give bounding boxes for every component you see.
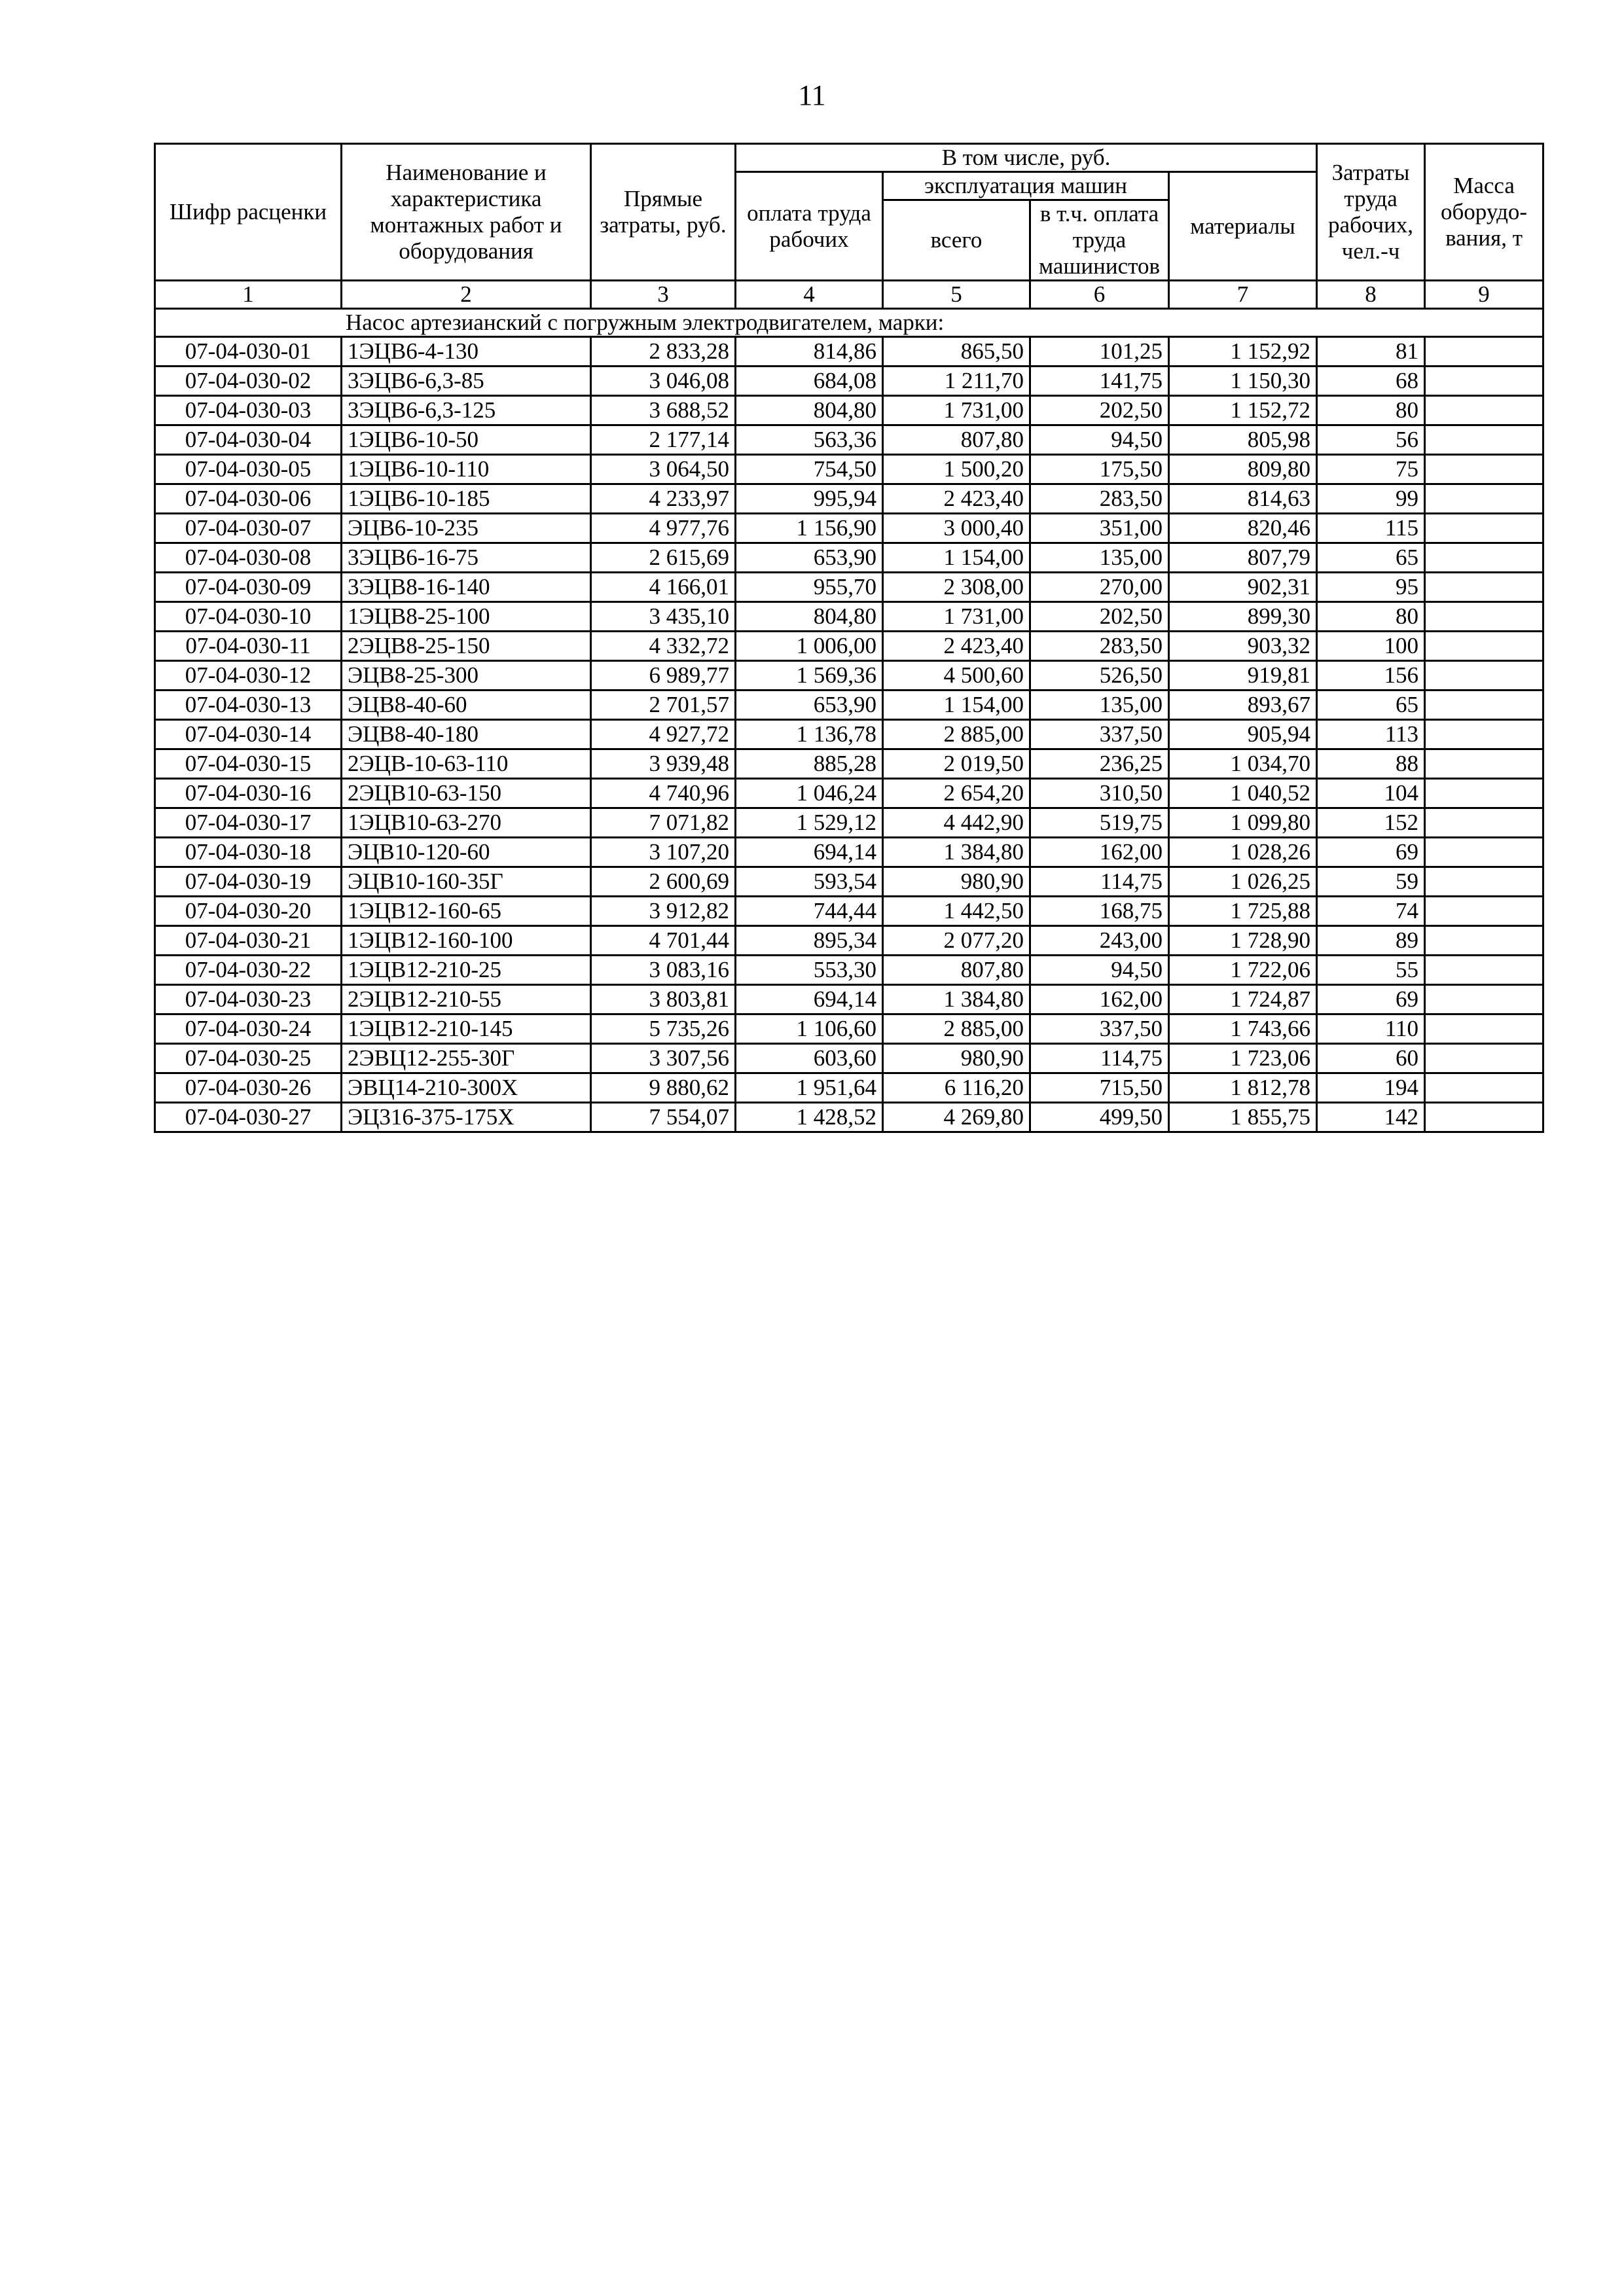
cell-labor-pay: 1 046,24 bbox=[736, 779, 883, 808]
cell-machine-total: 2 019,50 bbox=[883, 749, 1030, 779]
cell-labor-pay: 684,08 bbox=[736, 367, 883, 396]
cell-labor-pay: 1 006,00 bbox=[736, 632, 883, 661]
cell-labor-pay: 694,14 bbox=[736, 838, 883, 867]
cell-machine-total: 2 077,20 bbox=[883, 926, 1030, 956]
cell-direct-costs: 3 803,81 bbox=[591, 985, 736, 1014]
cell-equipment-mass bbox=[1425, 897, 1543, 926]
table-row bbox=[155, 602, 1543, 632]
cell-equipment-mass bbox=[1425, 1044, 1543, 1073]
cell-name: 1ЭЦВ8-25-100 bbox=[342, 602, 591, 632]
column-number: 9 bbox=[1425, 281, 1543, 309]
cell-materials: 820,46 bbox=[1169, 514, 1317, 543]
cell-labor-pay: 563,36 bbox=[736, 425, 883, 455]
table-row bbox=[155, 1073, 1543, 1103]
cell-machine-total: 4 500,60 bbox=[883, 661, 1030, 691]
column-number: 2 bbox=[342, 281, 591, 309]
cell-direct-costs: 4 701,44 bbox=[591, 926, 736, 956]
table-row bbox=[155, 455, 1543, 484]
cell-labor-hours: 68 bbox=[1317, 367, 1425, 396]
cell-labor-pay: 1 569,36 bbox=[736, 661, 883, 691]
cell-machinist-pay: 236,25 bbox=[1030, 749, 1169, 779]
cell-materials: 893,67 bbox=[1169, 691, 1317, 720]
cell-code: 07-04-030-06 bbox=[155, 484, 342, 514]
table-row bbox=[155, 425, 1543, 455]
cell-machinist-pay: 94,50 bbox=[1030, 956, 1169, 985]
cell-machinist-pay: 351,00 bbox=[1030, 514, 1169, 543]
cell-materials: 919,81 bbox=[1169, 661, 1317, 691]
price-table bbox=[154, 143, 1544, 1133]
cell-labor-pay: 593,54 bbox=[736, 867, 883, 897]
cell-direct-costs: 9 880,62 bbox=[591, 1073, 736, 1103]
cell-equipment-mass bbox=[1425, 779, 1543, 808]
cell-equipment-mass bbox=[1425, 632, 1543, 661]
cell-direct-costs: 3 064,50 bbox=[591, 455, 736, 484]
cell-labor-hours: 69 bbox=[1317, 985, 1425, 1014]
cell-labor-pay: 1 428,52 bbox=[736, 1103, 883, 1132]
cell-direct-costs: 4 233,97 bbox=[591, 484, 736, 514]
cell-code: 07-04-030-12 bbox=[155, 661, 342, 691]
cell-materials: 899,30 bbox=[1169, 602, 1317, 632]
cell-machine-total: 807,80 bbox=[883, 425, 1030, 455]
header-code: Шифр расценки bbox=[155, 144, 342, 281]
cell-materials: 1 040,52 bbox=[1169, 779, 1317, 808]
cell-equipment-mass bbox=[1425, 926, 1543, 956]
cell-labor-hours: 55 bbox=[1317, 956, 1425, 985]
cell-direct-costs: 5 735,26 bbox=[591, 1014, 736, 1044]
cell-materials: 809,80 bbox=[1169, 455, 1317, 484]
header-machine-operation: эксплуатация машин bbox=[883, 172, 1169, 200]
cell-labor-pay: 1 136,78 bbox=[736, 720, 883, 749]
cell-equipment-mass bbox=[1425, 1014, 1543, 1044]
cell-labor-pay: 804,80 bbox=[736, 396, 883, 425]
cell-labor-hours: 80 bbox=[1317, 396, 1425, 425]
cell-name: ЭЦВ8-40-180 bbox=[342, 720, 591, 749]
cell-labor-hours: 60 bbox=[1317, 1044, 1425, 1073]
cell-labor-hours: 56 bbox=[1317, 425, 1425, 455]
table-row bbox=[155, 779, 1543, 808]
cell-labor-hours: 99 bbox=[1317, 484, 1425, 514]
cell-materials: 1 855,75 bbox=[1169, 1103, 1317, 1132]
cell-machinist-pay: 94,50 bbox=[1030, 425, 1169, 455]
cell-code: 07-04-030-09 bbox=[155, 573, 342, 602]
cell-code: 07-04-030-10 bbox=[155, 602, 342, 632]
table-row bbox=[155, 720, 1543, 749]
cell-name: ЭЦВ10-160-35Г bbox=[342, 867, 591, 897]
cell-equipment-mass bbox=[1425, 1073, 1543, 1103]
cell-code: 07-04-030-11 bbox=[155, 632, 342, 661]
cell-machinist-pay: 202,50 bbox=[1030, 602, 1169, 632]
cell-equipment-mass bbox=[1425, 720, 1543, 749]
cell-equipment-mass bbox=[1425, 455, 1543, 484]
cell-labor-pay: 553,30 bbox=[736, 956, 883, 985]
column-number: 6 bbox=[1030, 281, 1169, 309]
cell-machinist-pay: 526,50 bbox=[1030, 661, 1169, 691]
cell-name: 2ЭЦВ8-25-150 bbox=[342, 632, 591, 661]
cell-labor-hours: 69 bbox=[1317, 838, 1425, 867]
table-row bbox=[155, 808, 1543, 838]
cell-code: 07-04-030-17 bbox=[155, 808, 342, 838]
cell-name: 3ЭЦВ6-6,3-125 bbox=[342, 396, 591, 425]
cell-machinist-pay: 270,00 bbox=[1030, 573, 1169, 602]
cell-code: 07-04-030-15 bbox=[155, 749, 342, 779]
cell-machine-total: 1 384,80 bbox=[883, 838, 1030, 867]
header-name: Наименование и характеристика монтажных работ и оборудования bbox=[342, 144, 591, 281]
cell-machine-total: 1 154,00 bbox=[883, 543, 1030, 573]
column-number: 7 bbox=[1169, 281, 1317, 309]
cell-labor-hours: 95 bbox=[1317, 573, 1425, 602]
cell-machine-total: 980,90 bbox=[883, 867, 1030, 897]
cell-materials: 905,94 bbox=[1169, 720, 1317, 749]
cell-code: 07-04-030-24 bbox=[155, 1014, 342, 1044]
cell-direct-costs: 3 939,48 bbox=[591, 749, 736, 779]
cell-name: 2ЭЦВ-10-63-110 bbox=[342, 749, 591, 779]
cell-equipment-mass bbox=[1425, 337, 1543, 367]
cell-name: ЭЦВ10-120-60 bbox=[342, 838, 591, 867]
cell-name: 1ЭЦВ6-10-50 bbox=[342, 425, 591, 455]
cell-code: 07-04-030-03 bbox=[155, 396, 342, 425]
table-row bbox=[155, 543, 1543, 573]
cell-direct-costs: 2 701,57 bbox=[591, 691, 736, 720]
cell-name: 1ЭЦВ12-160-65 bbox=[342, 897, 591, 926]
cell-machinist-pay: 162,00 bbox=[1030, 838, 1169, 867]
cell-direct-costs: 3 046,08 bbox=[591, 367, 736, 396]
cell-direct-costs: 6 989,77 bbox=[591, 661, 736, 691]
cell-equipment-mass bbox=[1425, 425, 1543, 455]
cell-machine-total: 1 731,00 bbox=[883, 602, 1030, 632]
cell-code: 07-04-030-07 bbox=[155, 514, 342, 543]
cell-direct-costs: 3 688,52 bbox=[591, 396, 736, 425]
cell-machine-total: 1 154,00 bbox=[883, 691, 1030, 720]
cell-direct-costs: 2 615,69 bbox=[591, 543, 736, 573]
cell-machine-total: 1 211,70 bbox=[883, 367, 1030, 396]
cell-equipment-mass bbox=[1425, 396, 1543, 425]
cell-labor-pay: 603,60 bbox=[736, 1044, 883, 1073]
cell-code: 07-04-030-21 bbox=[155, 926, 342, 956]
cell-code: 07-04-030-05 bbox=[155, 455, 342, 484]
cell-machine-total: 4 442,90 bbox=[883, 808, 1030, 838]
cell-labor-pay: 995,94 bbox=[736, 484, 883, 514]
cell-code: 07-04-030-16 bbox=[155, 779, 342, 808]
cell-name: 1ЭЦВ6-4-130 bbox=[342, 337, 591, 367]
cell-machinist-pay: 101,25 bbox=[1030, 337, 1169, 367]
cell-machine-total: 2 308,00 bbox=[883, 573, 1030, 602]
cell-machinist-pay: 337,50 bbox=[1030, 720, 1169, 749]
cell-materials: 1 725,88 bbox=[1169, 897, 1317, 926]
cell-machine-total: 1 731,00 bbox=[883, 396, 1030, 425]
cell-code: 07-04-030-20 bbox=[155, 897, 342, 926]
cell-name: 2ЭЦВ12-210-55 bbox=[342, 985, 591, 1014]
cell-materials: 1 728,90 bbox=[1169, 926, 1317, 956]
cell-labor-hours: 88 bbox=[1317, 749, 1425, 779]
cell-machine-total: 2 423,40 bbox=[883, 632, 1030, 661]
cell-labor-pay: 653,90 bbox=[736, 543, 883, 573]
cell-labor-hours: 89 bbox=[1317, 926, 1425, 956]
cell-materials: 1 152,92 bbox=[1169, 337, 1317, 367]
cell-direct-costs: 4 332,72 bbox=[591, 632, 736, 661]
cell-machine-total: 6 116,20 bbox=[883, 1073, 1030, 1103]
cell-equipment-mass bbox=[1425, 543, 1543, 573]
header-direct-costs: Прямые затраты, руб. bbox=[591, 144, 736, 281]
cell-machinist-pay: 283,50 bbox=[1030, 632, 1169, 661]
cell-machinist-pay: 135,00 bbox=[1030, 543, 1169, 573]
cell-materials: 1 724,87 bbox=[1169, 985, 1317, 1014]
cell-machinist-pay: 310,50 bbox=[1030, 779, 1169, 808]
cell-machinist-pay: 202,50 bbox=[1030, 396, 1169, 425]
cell-code: 07-04-030-08 bbox=[155, 543, 342, 573]
cell-materials: 903,32 bbox=[1169, 632, 1317, 661]
cell-name: ЭЦ316-375-175Х bbox=[342, 1103, 591, 1132]
column-number: 5 bbox=[883, 281, 1030, 309]
cell-name: 3ЭЦВ6-16-75 bbox=[342, 543, 591, 573]
cell-machine-total: 2 423,40 bbox=[883, 484, 1030, 514]
cell-materials: 805,98 bbox=[1169, 425, 1317, 455]
table-row bbox=[155, 396, 1543, 425]
cell-materials: 1 723,06 bbox=[1169, 1044, 1317, 1073]
cell-direct-costs: 4 740,96 bbox=[591, 779, 736, 808]
table-row bbox=[155, 514, 1543, 543]
cell-machine-total: 1 442,50 bbox=[883, 897, 1030, 926]
cell-labor-hours: 80 bbox=[1317, 602, 1425, 632]
cell-materials: 1 152,72 bbox=[1169, 396, 1317, 425]
cell-materials: 902,31 bbox=[1169, 573, 1317, 602]
cell-code: 07-04-030-26 bbox=[155, 1073, 342, 1103]
cell-labor-pay: 885,28 bbox=[736, 749, 883, 779]
cell-labor-pay: 1 156,90 bbox=[736, 514, 883, 543]
column-number: 4 bbox=[736, 281, 883, 309]
header-labor-pay: оплата труда рабочих bbox=[736, 172, 883, 281]
cell-machine-total: 2 654,20 bbox=[883, 779, 1030, 808]
cell-name: ЭЦВ8-40-60 bbox=[342, 691, 591, 720]
cell-code: 07-04-030-02 bbox=[155, 367, 342, 396]
cell-equipment-mass bbox=[1425, 749, 1543, 779]
cell-materials: 1 150,30 bbox=[1169, 367, 1317, 396]
cell-labor-pay: 814,86 bbox=[736, 337, 883, 367]
cell-equipment-mass bbox=[1425, 956, 1543, 985]
cell-equipment-mass bbox=[1425, 514, 1543, 543]
section-title: Насос артезианский с погружным электродвигателем, марки: bbox=[155, 309, 1543, 337]
cell-labor-hours: 194 bbox=[1317, 1073, 1425, 1103]
cell-direct-costs: 3 435,10 bbox=[591, 602, 736, 632]
cell-machine-total: 865,50 bbox=[883, 337, 1030, 367]
cell-equipment-mass bbox=[1425, 691, 1543, 720]
cell-name: 1ЭЦВ6-10-110 bbox=[342, 455, 591, 484]
cell-name: 1ЭЦВ10-63-270 bbox=[342, 808, 591, 838]
column-number: 1 bbox=[155, 281, 342, 309]
cell-labor-hours: 100 bbox=[1317, 632, 1425, 661]
cell-labor-hours: 104 bbox=[1317, 779, 1425, 808]
cell-machine-total: 1 500,20 bbox=[883, 455, 1030, 484]
cell-machinist-pay: 168,75 bbox=[1030, 897, 1169, 926]
cell-code: 07-04-030-13 bbox=[155, 691, 342, 720]
cell-equipment-mass bbox=[1425, 661, 1543, 691]
cell-code: 07-04-030-27 bbox=[155, 1103, 342, 1132]
cell-equipment-mass bbox=[1425, 867, 1543, 897]
cell-direct-costs: 2 177,14 bbox=[591, 425, 736, 455]
cell-machinist-pay: 175,50 bbox=[1030, 455, 1169, 484]
table-row bbox=[155, 1103, 1543, 1132]
cell-equipment-mass bbox=[1425, 838, 1543, 867]
cell-labor-pay: 754,50 bbox=[736, 455, 883, 484]
cell-name: 1ЭЦВ6-10-185 bbox=[342, 484, 591, 514]
cell-materials: 1 028,26 bbox=[1169, 838, 1317, 867]
cell-direct-costs: 7 071,82 bbox=[591, 808, 736, 838]
cell-materials: 807,79 bbox=[1169, 543, 1317, 573]
table-row bbox=[155, 632, 1543, 661]
header-machinist-pay: в т.ч. оплата труда машинистов bbox=[1030, 200, 1169, 281]
cell-code: 07-04-030-22 bbox=[155, 956, 342, 985]
cell-equipment-mass bbox=[1425, 985, 1543, 1014]
cell-labor-pay: 1 951,64 bbox=[736, 1073, 883, 1103]
cell-labor-hours: 59 bbox=[1317, 867, 1425, 897]
table-row bbox=[155, 484, 1543, 514]
column-number-row bbox=[155, 281, 1543, 309]
cell-labor-pay: 804,80 bbox=[736, 602, 883, 632]
cell-name: 3ЭЦВ8-16-140 bbox=[342, 573, 591, 602]
cell-code: 07-04-030-25 bbox=[155, 1044, 342, 1073]
cell-labor-pay: 1 529,12 bbox=[736, 808, 883, 838]
header-including: В том числе, руб. bbox=[736, 144, 1317, 172]
cell-labor-hours: 110 bbox=[1317, 1014, 1425, 1044]
cell-labor-hours: 65 bbox=[1317, 543, 1425, 573]
cell-direct-costs: 3 912,82 bbox=[591, 897, 736, 926]
table-row bbox=[155, 838, 1543, 867]
cell-code: 07-04-030-23 bbox=[155, 985, 342, 1014]
cell-labor-hours: 115 bbox=[1317, 514, 1425, 543]
cell-machinist-pay: 243,00 bbox=[1030, 926, 1169, 956]
header-materials: материалы bbox=[1169, 172, 1317, 281]
cell-name: 3ЭЦВ6-6,3-85 bbox=[342, 367, 591, 396]
page-number: 11 bbox=[798, 79, 826, 111]
cell-labor-hours: 142 bbox=[1317, 1103, 1425, 1132]
cell-machine-total: 980,90 bbox=[883, 1044, 1030, 1073]
cell-labor-pay: 744,44 bbox=[736, 897, 883, 926]
cell-materials: 1 026,25 bbox=[1169, 867, 1317, 897]
cell-materials: 1 812,78 bbox=[1169, 1073, 1317, 1103]
cell-labor-hours: 113 bbox=[1317, 720, 1425, 749]
cell-equipment-mass bbox=[1425, 808, 1543, 838]
column-number: 3 bbox=[591, 281, 736, 309]
cell-machinist-pay: 715,50 bbox=[1030, 1073, 1169, 1103]
cell-machinist-pay: 114,75 bbox=[1030, 867, 1169, 897]
table-row bbox=[155, 691, 1543, 720]
table-section bbox=[155, 309, 1543, 337]
cell-equipment-mass bbox=[1425, 573, 1543, 602]
cell-direct-costs: 3 307,56 bbox=[591, 1044, 736, 1073]
cell-materials: 1 034,70 bbox=[1169, 749, 1317, 779]
cell-direct-costs: 3 107,20 bbox=[591, 838, 736, 867]
cell-direct-costs: 4 977,76 bbox=[591, 514, 736, 543]
cell-direct-costs: 4 166,01 bbox=[591, 573, 736, 602]
cell-labor-pay: 955,70 bbox=[736, 573, 883, 602]
cell-machinist-pay: 519,75 bbox=[1030, 808, 1169, 838]
header-machine-total: всего bbox=[883, 200, 1030, 281]
cell-labor-hours: 81 bbox=[1317, 337, 1425, 367]
cell-name: ЭЦВ6-10-235 bbox=[342, 514, 591, 543]
table-row bbox=[155, 573, 1543, 602]
cell-machinist-pay: 135,00 bbox=[1030, 691, 1169, 720]
cell-direct-costs: 7 554,07 bbox=[591, 1103, 736, 1132]
cell-code: 07-04-030-19 bbox=[155, 867, 342, 897]
cell-materials: 814,63 bbox=[1169, 484, 1317, 514]
cell-name: ЭВЦ14-210-300Х bbox=[342, 1073, 591, 1103]
column-number: 8 bbox=[1317, 281, 1425, 309]
cell-direct-costs: 2 833,28 bbox=[591, 337, 736, 367]
header-equipment-mass: Масса оборудо-вания, т bbox=[1425, 144, 1543, 281]
cell-name: 1ЭЦВ12-210-25 bbox=[342, 956, 591, 985]
table-body bbox=[155, 337, 1543, 1132]
table-row bbox=[155, 749, 1543, 779]
cell-machinist-pay: 141,75 bbox=[1030, 367, 1169, 396]
table-row bbox=[155, 985, 1543, 1014]
cell-labor-pay: 653,90 bbox=[736, 691, 883, 720]
table-row bbox=[155, 926, 1543, 956]
cell-code: 07-04-030-18 bbox=[155, 838, 342, 867]
cell-code: 07-04-030-01 bbox=[155, 337, 342, 367]
cell-name: ЭЦВ8-25-300 bbox=[342, 661, 591, 691]
cell-labor-pay: 694,14 bbox=[736, 985, 883, 1014]
cell-labor-hours: 152 bbox=[1317, 808, 1425, 838]
table-row bbox=[155, 897, 1543, 926]
cell-equipment-mass bbox=[1425, 1103, 1543, 1132]
cell-labor-pay: 895,34 bbox=[736, 926, 883, 956]
table-row bbox=[155, 956, 1543, 985]
cell-name: 2ЭВЦ12-255-30Г bbox=[342, 1044, 591, 1073]
cell-code: 07-04-030-14 bbox=[155, 720, 342, 749]
table-row bbox=[155, 337, 1543, 367]
cell-direct-costs: 2 600,69 bbox=[591, 867, 736, 897]
cell-labor-hours: 74 bbox=[1317, 897, 1425, 926]
cell-machine-total: 2 885,00 bbox=[883, 720, 1030, 749]
cell-machinist-pay: 499,50 bbox=[1030, 1103, 1169, 1132]
cell-labor-hours: 156 bbox=[1317, 661, 1425, 691]
cell-direct-costs: 4 927,72 bbox=[591, 720, 736, 749]
table-row bbox=[155, 1014, 1543, 1044]
cell-labor-pay: 1 106,60 bbox=[736, 1014, 883, 1044]
cell-machinist-pay: 337,50 bbox=[1030, 1014, 1169, 1044]
cell-name: 1ЭЦВ12-160-100 bbox=[342, 926, 591, 956]
cell-machine-total: 3 000,40 bbox=[883, 514, 1030, 543]
table-row bbox=[155, 867, 1543, 897]
cell-machine-total: 4 269,80 bbox=[883, 1103, 1030, 1132]
cell-materials: 1 099,80 bbox=[1169, 808, 1317, 838]
cell-machine-total: 1 384,80 bbox=[883, 985, 1030, 1014]
cell-equipment-mass bbox=[1425, 367, 1543, 396]
cell-name: 1ЭЦВ12-210-145 bbox=[342, 1014, 591, 1044]
cell-materials: 1 743,66 bbox=[1169, 1014, 1317, 1044]
cell-machinist-pay: 162,00 bbox=[1030, 985, 1169, 1014]
cell-direct-costs: 3 083,16 bbox=[591, 956, 736, 985]
cell-machinist-pay: 283,50 bbox=[1030, 484, 1169, 514]
cell-labor-hours: 75 bbox=[1317, 455, 1425, 484]
table-row bbox=[155, 367, 1543, 396]
header-labor-hours: Затраты труда рабочих, чел.-ч bbox=[1317, 144, 1425, 281]
cell-equipment-mass bbox=[1425, 602, 1543, 632]
cell-name: 2ЭЦВ10-63-150 bbox=[342, 779, 591, 808]
cell-machinist-pay: 114,75 bbox=[1030, 1044, 1169, 1073]
cell-labor-hours: 65 bbox=[1317, 691, 1425, 720]
cell-machine-total: 2 885,00 bbox=[883, 1014, 1030, 1044]
cell-materials: 1 722,06 bbox=[1169, 956, 1317, 985]
table-row bbox=[155, 1044, 1543, 1073]
cell-machine-total: 807,80 bbox=[883, 956, 1030, 985]
cell-equipment-mass bbox=[1425, 484, 1543, 514]
cell-code: 07-04-030-04 bbox=[155, 425, 342, 455]
table-row bbox=[155, 661, 1543, 691]
table-header bbox=[155, 144, 1543, 309]
